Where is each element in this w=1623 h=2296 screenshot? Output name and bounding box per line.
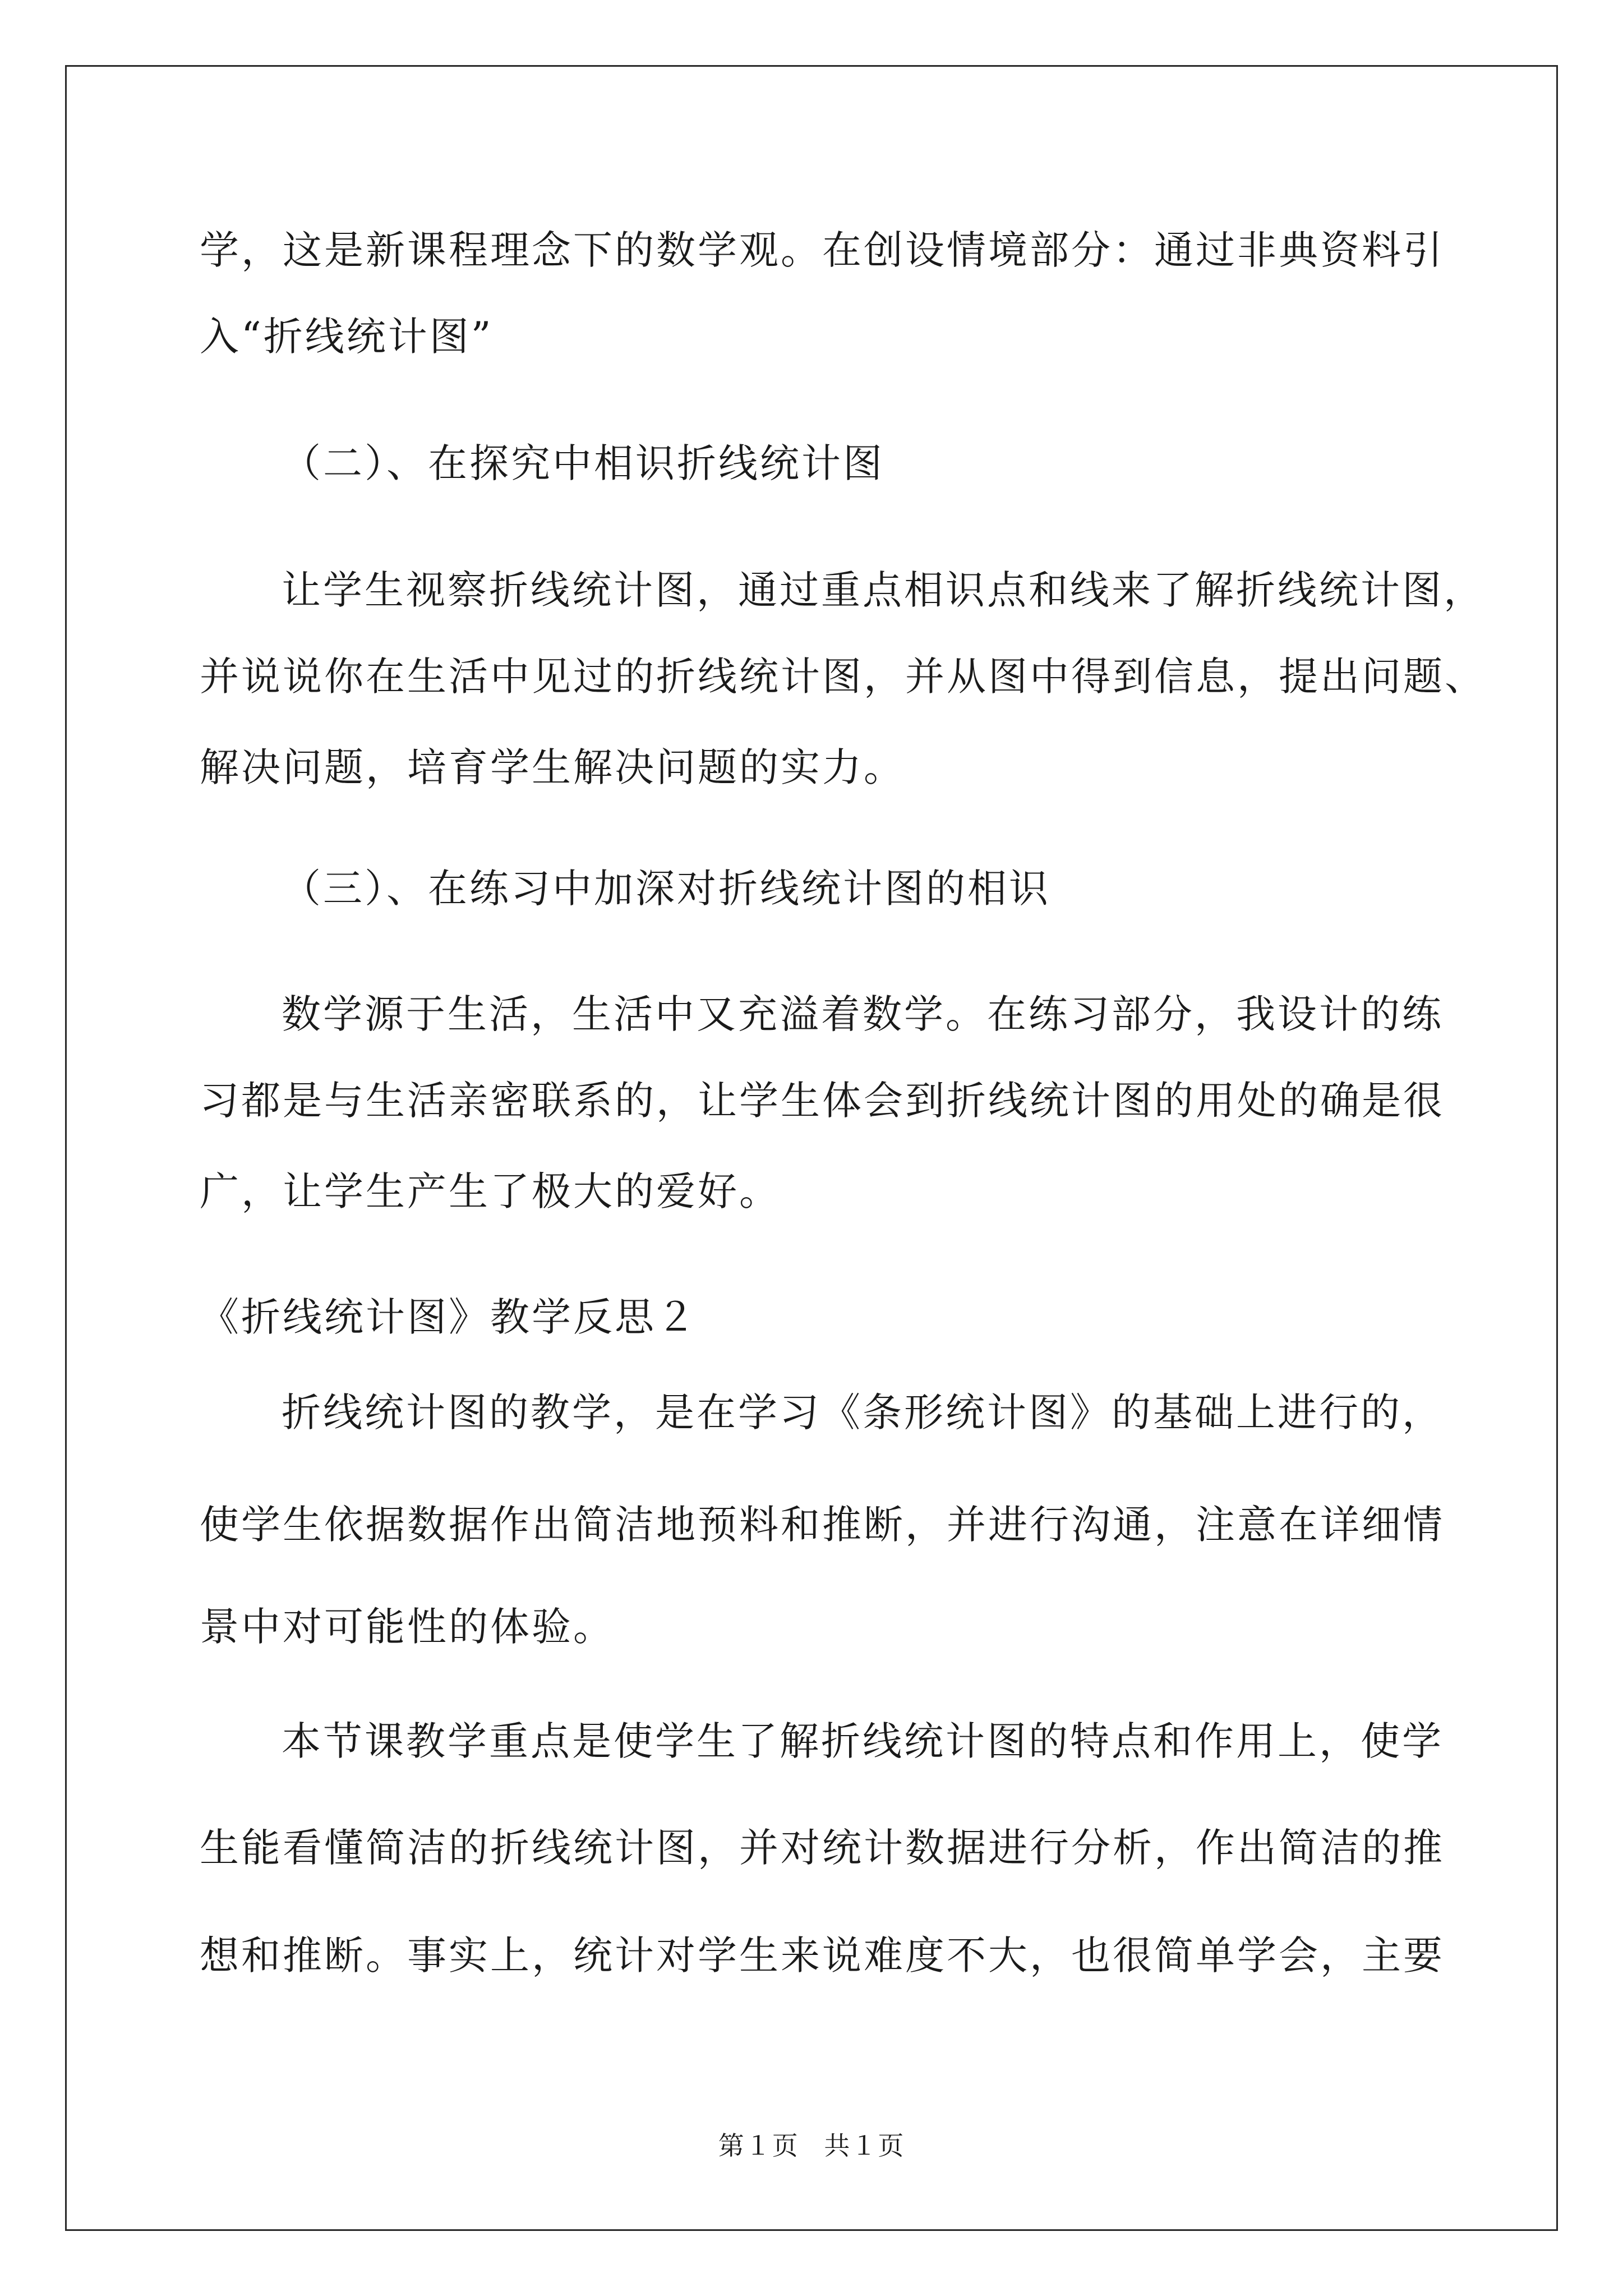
page-number-total: 共１页 xyxy=(824,2131,905,2161)
section-heading: 《折线统计图》教学反思２ xyxy=(200,1294,698,1340)
body-line-4: 让学生视察折线统计图，通过重点相识点和线来了解折线统计图， xyxy=(282,567,1485,613)
body-line-1: 学，这是新课程理念下的数学观。在创设情境部分：通过非典资料引 xyxy=(200,227,1445,273)
body-line-6: 解决问题，培育学生解决问题的实力。 xyxy=(200,744,905,790)
body-line-17: 想和推断。事实上，统计对学生来说难度不大，也很简单学会，主要 xyxy=(200,1932,1445,1978)
body-line-2: 入“折线统计图” xyxy=(200,314,494,360)
body-line-10: 广，让学生产生了极大的爱好。 xyxy=(200,1168,781,1214)
page-number-current: 第１页 xyxy=(718,2131,799,2161)
subheading-2: （二）、在探究中相识折线统计图 xyxy=(282,440,884,486)
body-line-12: 折线统计图的教学，是在学习《条形统计图》的基础上进行的， xyxy=(282,1389,1444,1435)
body-line-13: 使学生依据数据作出简洁地预料和推断，并进行沟通，注意在详细情 xyxy=(200,1502,1445,1548)
body-line-15: 本节课教学重点是使学生了解折线统计图的特点和作用上，使学 xyxy=(282,1718,1444,1764)
body-line-9: 习都是与生活亲密联系的，让学生体会到折线统计图的用处的确是很 xyxy=(200,1078,1445,1124)
page-border xyxy=(65,65,1558,2231)
body-line-5: 并说说你在生活中见过的折线统计图，并从图中得到信息，提出问题、 xyxy=(200,654,1486,700)
body-line-14: 景中对可能性的体验。 xyxy=(200,1604,615,1650)
body-line-8: 数学源于生活，生活中又充溢着数学。在练习部分，我设计的练 xyxy=(282,991,1444,1037)
page-footer xyxy=(0,2129,1623,2162)
body-line-16: 生能看懂简洁的折线统计图，并对统计数据进行分析，作出简洁的推 xyxy=(200,1825,1445,1871)
subheading-3: （三）、在练习中加深对折线统计图的相识 xyxy=(282,866,1050,912)
